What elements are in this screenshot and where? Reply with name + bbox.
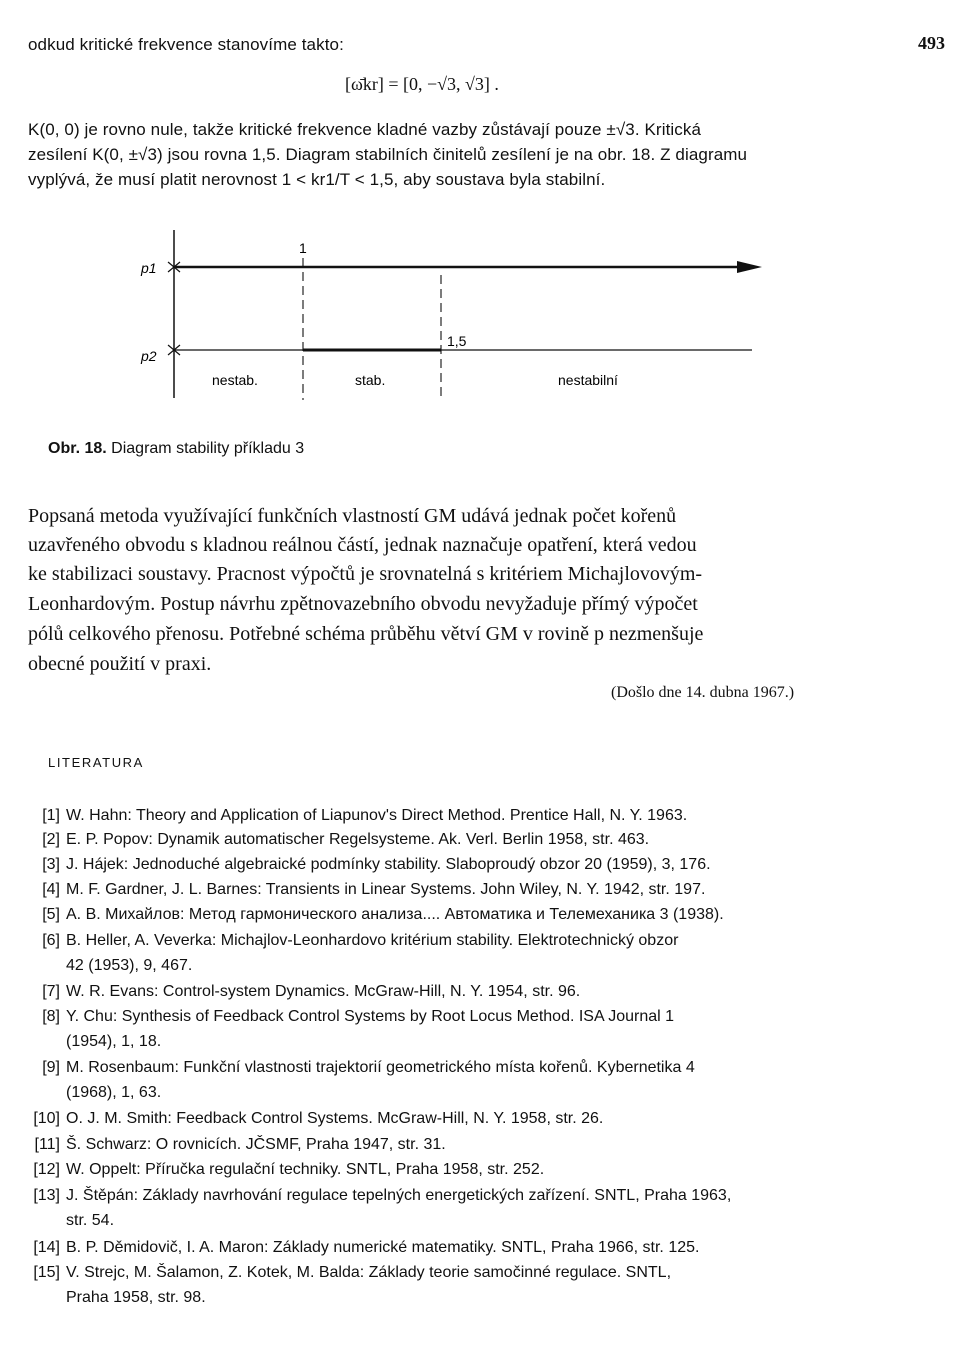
reference-continuation: 42 (1953), 9, 467.: [66, 957, 193, 974]
reference-number: [12]: [33, 1161, 60, 1178]
reference-text: B. P. Děmidovič, I. A. Maron: Základy numerické matematiky. SNTL, Praha 1966, str. 125.: [66, 1239, 700, 1256]
reference-continuation: Praha 1958, str. 98.: [66, 1289, 206, 1306]
reference-text: W. Hahn: Theory and Application of Liapunov's Direct Method. Prentice Hall, N. Y. 1963.: [66, 807, 688, 824]
body-line-2: uzavřeného obvodu s kladnou reálnou částí, jednak naznačuje opatření, která vedou: [28, 534, 697, 556]
formula: [ω̄kr] = [0, −√3, √3] .: [345, 74, 499, 94]
mark-1-label: 1: [299, 240, 307, 256]
reference-text: W. Oppelt: Příručka regulační techniky. SNTL, Praha 1958, str. 252.: [66, 1161, 545, 1178]
reference-text: M. Rosenbaum: Funkční vlastnosti trajektorií geometrického místa kořenů. Kybernetika 4: [66, 1059, 695, 1076]
body-line-5: pólů celkového přenosu. Potřebné schéma průběhu větví GM v rovině p nezmenšuje: [28, 623, 704, 645]
reference-continuation: (1968), 1, 63.: [66, 1084, 162, 1101]
intro-line: odkud kritické frekvence stanovíme takto:: [28, 35, 344, 54]
reference-text: W. R. Evans: Control-system Dynamics. McGraw-Hill, N. Y. 1954, str. 96.: [66, 983, 581, 1000]
reference-text: O. J. M. Smith: Feedback Control Systems. McGraw-Hill, N. Y. 1958, str. 26.: [66, 1110, 604, 1127]
region-unstable-right: nestabilní: [558, 372, 618, 388]
reference-number: [6]: [42, 932, 60, 949]
body-line-3: ke stabilizaci soustavy. Pracnost výpočtů je srovnatelná s kritériem Michajlovovým-: [28, 563, 703, 585]
reference-text: Š. Schwarz: O rovnicích. JČSMF, Praha 1947, str. 31.: [66, 1136, 446, 1153]
reference-text: J. Hájek: Jednoduché algebraické podmínky stability. Slaboproudý obzor 20 (1959), 3, 176.: [66, 856, 711, 873]
caption-text: Diagram stability příkladu 3: [111, 440, 305, 457]
reference-number: [4]: [42, 881, 60, 898]
region-unstable-left: nestab.: [212, 372, 258, 388]
received-date: (Došlo dne 14. dubna 1967.): [611, 684, 795, 701]
caption-label: Obr. 18.: [48, 440, 107, 457]
reference-number: [15]: [33, 1264, 60, 1281]
paragraph-line-3: vyplývá, že musí platit nerovnost 1 < kr1/T < 1,5, aby soustava byla stabilní.: [28, 170, 606, 189]
body-line-1: Popsaná metoda využívající funkčních vlastností GM udává jednak počet kořenů: [28, 505, 677, 527]
reference-text: E. P. Popov: Dynamik automatischer Regelsysteme. Ak. Verl. Berlin 1958, str. 463.: [66, 831, 650, 848]
reference-number: [9]: [42, 1059, 60, 1076]
reference-text: J. Štěpán: Základy navrhování regulace tepelných energetických zařízení. SNTL, Praha 1963,: [66, 1187, 732, 1204]
reference-text: M. F. Gardner, J. L. Barnes: Transients in Linear Systems. John Wiley, N. Y. 1942, str. 197.: [66, 881, 706, 898]
reference-number: [11]: [34, 1136, 60, 1153]
reference-text: Y. Chu: Synthesis of Feedback Control Systems by Root Locus Method. ISA Journal 1: [66, 1008, 675, 1025]
reference-text: B. Heller, A. Veverka: Michajlov-Leonhardovo kritérium stability. Elektrotechnický obzor: [66, 932, 679, 949]
region-stable: stab.: [355, 372, 386, 388]
literature-heading: LITERATURA: [48, 755, 144, 770]
p1-label: p1: [141, 260, 157, 276]
paragraph-line-2: zesílení K(0, ±√3) jsou rovna 1,5. Diagram stabilních činitelů zesílení je na obr. 18. Z diagramu: [28, 145, 748, 164]
reference-number: [14]: [33, 1239, 60, 1256]
reference-number: [3]: [42, 856, 60, 873]
body-line-6: obecné použití v praxi.: [28, 653, 212, 675]
reference-number: [5]: [42, 906, 60, 923]
paragraph-line-1: K(0, 0) je rovno nule, takže kritické frekvence kladné vazby zůstávají pouze ±√3. Kritická: [28, 120, 702, 139]
page-number: 493: [918, 33, 945, 53]
p2-label: p2: [141, 348, 157, 364]
mark-15-label: 1,5: [447, 333, 467, 349]
reference-continuation: (1954), 1, 18.: [66, 1033, 162, 1050]
reference-number: [7]: [42, 983, 60, 1000]
reference-number: [8]: [42, 1008, 60, 1025]
reference-number: [2]: [42, 831, 60, 848]
reference-text: А. В. Михайлов: Метод гармонического анализа.... Автоматика и Телемеханика 3 (1938).: [66, 906, 724, 923]
reference-number: [10]: [33, 1110, 60, 1127]
reference-number: [1]: [42, 807, 60, 824]
reference-number: [13]: [33, 1187, 60, 1204]
body-line-4: Leonhardovým. Postup návrhu zpětnovazebního obvodu nevyžaduje přímý výpočet: [28, 593, 698, 615]
reference-text: V. Strejc, M. Šalamon, Z. Kotek, M. Balda: Základy teorie samočinné regulace. SNTL,: [66, 1264, 672, 1281]
reference-continuation: str. 54.: [66, 1212, 115, 1229]
